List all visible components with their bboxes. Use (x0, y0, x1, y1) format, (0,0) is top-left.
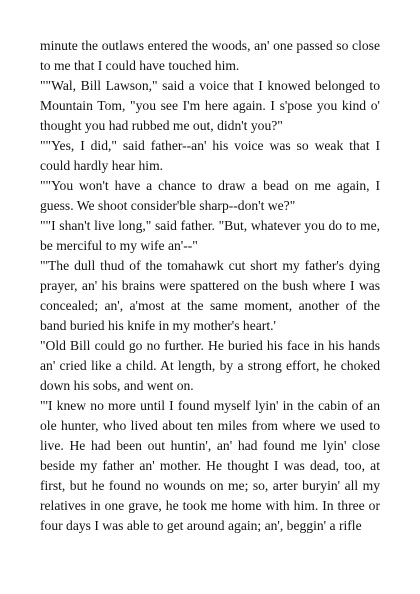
paragraph: ""I shan't live long," said father. "But, whatever you do to me, be merciful to my wife an'--" (40, 218, 380, 253)
paragraph: ""Yes, I did," said father--an' his voice was so weak that I could hardly hear him. (40, 138, 380, 173)
paragraph: "'I knew no more until I found myself lyin' in the cabin of an ole hunter, who lived about ten miles from where we used to live. He had been out huntin', an' had found me lyin' close beside my father an' mother. He thought I was dead, too, at first, but he found no wounds on me; so, arter buryin' all my relatives in one grave, he took me home with him. In three or four days I was able to get around again; an', beggin' a rifle (40, 398, 380, 533)
paragraph: "'The dull thud of the tomahawk cut short my father's dying prayer, an' his brains were spattered on the bush where I was concealed; an', a'most at the same moment, another of the band buried his knife in my mother's heart.' (40, 258, 380, 333)
paragraph: minute the outlaws entered the woods, an' one passed so close to me that I could have touched him. (40, 38, 380, 73)
paragraph: ""You won't have a chance to draw a bead on me again, I guess. We shoot consider'ble sharp--don't we?" (40, 178, 380, 213)
paragraph: ""Wal, Bill Lawson," said a voice that I knowed belonged to Mountain Tom, "you see I'm here again. I s'pose you kind o' thought you had rubbed me out, didn't you?" (40, 78, 380, 133)
page-text (40, 36, 380, 536)
paragraph: "Old Bill could go no further. He buried his face in his hands an' cried like a child. At length, by a strong effort, he choked down his sobs, and went on. (40, 338, 380, 393)
